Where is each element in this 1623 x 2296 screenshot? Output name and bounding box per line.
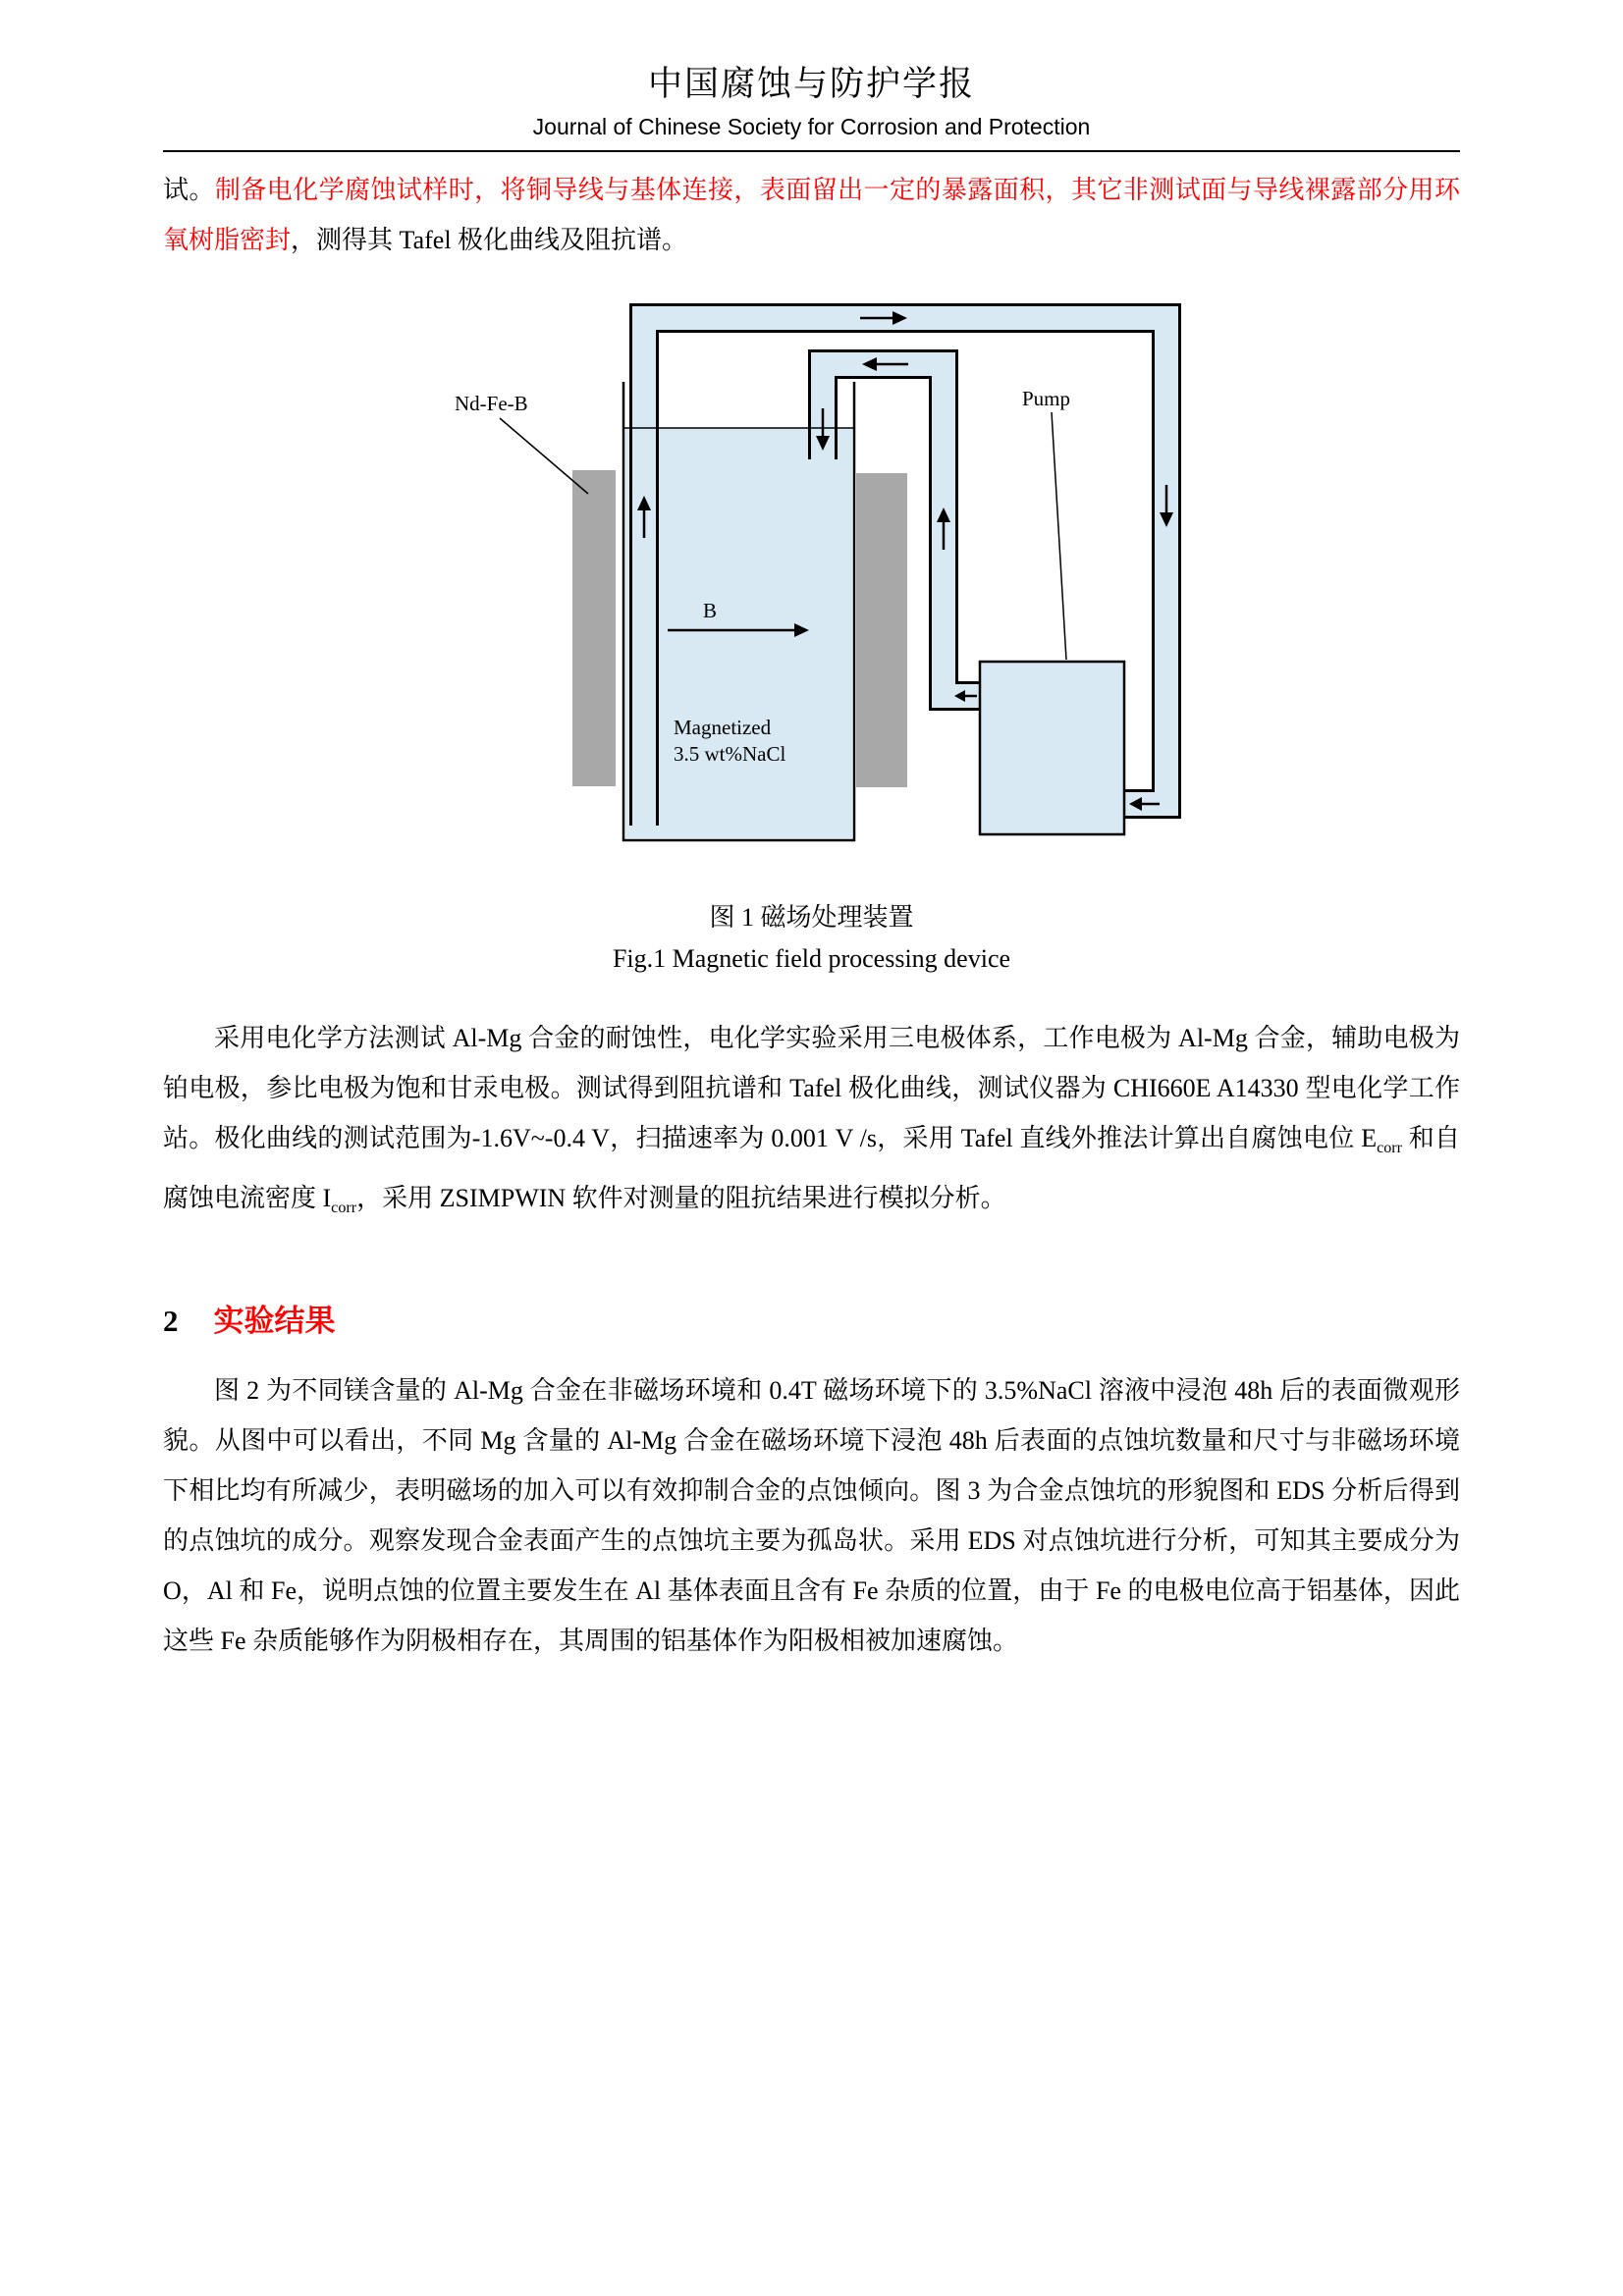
- pump-pointer-line: [1052, 412, 1066, 660]
- magnet-left: [572, 470, 616, 786]
- section-number: 2: [163, 1304, 179, 1339]
- figure-caption: [163, 897, 1460, 980]
- header-divider: [163, 150, 1460, 152]
- text-segment-red: 制备电化学腐蚀试样时，将铜导线与基体连接，表面留出一定的暴露面积，其它非测试面与导线裸露部分用环氧树脂密封: [163, 176, 1460, 254]
- journal-title-en: Journal of Chinese Society for Corrosion and Protection: [532, 114, 1091, 139]
- magnetic-device-diagram: [425, 291, 1199, 848]
- solution-label-line2: 3.5 wt%NaCl: [673, 742, 785, 766]
- journal-header: [163, 57, 1460, 152]
- magnet-right: [856, 473, 907, 787]
- figure-caption-en: Fig.1 Magnetic field processing device: [612, 944, 1011, 973]
- solution-label-line1: Magnetized: [673, 716, 771, 739]
- section-heading-results: [163, 1296, 1460, 1340]
- paragraph-electrochemical-test: 采用电化学方法测试 Al-Mg 合金的耐蚀性，电化学实验采用三电极体系，工作电极为 Al-Mg 合金，辅助电极为铂电极，参比电极为饱和甘汞电极。测试得到阻抗谱和 Tafel 极化曲线，测试仪器为 CHI660E A14330 型电化学工作站。极化曲线的测试范围为-1.6V~-0.4 V，扫描速率为 0.001 V /s，采用 Tafel 直线外推法计算出自腐蚀电位 $E_{corr}$ 和自腐蚀电流密度 $I_{corr}$，采用 ZSIMPWIN 软件对测量的阻抗结果进行模拟分析。: [163, 1024, 1460, 1217]
- figure-caption-cn: 图 1 磁场处理装置: [709, 903, 914, 932]
- journal-title-cn: 中国腐蚀与防护学报: [647, 65, 975, 103]
- field-label: B: [702, 599, 717, 622]
- text-segment-black: ，测得其 Tafel 极化曲线及阻抗谱。: [291, 226, 688, 254]
- magnet-pointer-line: [500, 418, 588, 494]
- magnet-label: Nd-Fe-B: [454, 392, 528, 415]
- text-segment-black: 试。: [163, 176, 215, 204]
- pump-box: [980, 662, 1124, 834]
- tank-solution: [625, 428, 852, 838]
- pump-label: Pump: [1021, 387, 1070, 410]
- paragraph-sample-preparation: [163, 165, 1460, 265]
- paragraph-results-discussion: 图 2 为不同镁含量的 Al-Mg 合金在非磁场环境和 0.4T 磁场环境下的 3.5%NaCl 溶液中浸泡 48h 后的表面微观形貌。从图中可以看出，不同 Mg 含量的 Al-Mg 合金在磁场环境下浸泡 48h 后表面的点蚀坑数量和尺寸与非磁场环境下相比均有所减少，表明磁场的加入可以有效抑制合金的点蚀倾向。图 3 为合金点蚀坑的形貌图和 EDS 分析后得到的点蚀坑的成分。观察发现合金表面产生的点蚀坑主要为孤岛状。采用 EDS 对点蚀坑进行分析，可知其主要成分为 O，Al 和 Fe，说明点蚀的位置主要发生在 Al 基体表面且含有 Fe 杂质的位置，由于 Fe 的电极电位高于铝基体，因此这些 Fe 杂质能够作为阴极相存在，其周围的铝基体作为阳极相被加速腐蚀。: [163, 1376, 1460, 1656]
- section-title: 实验结果: [213, 1304, 336, 1339]
- figure-1: [163, 291, 1460, 980]
